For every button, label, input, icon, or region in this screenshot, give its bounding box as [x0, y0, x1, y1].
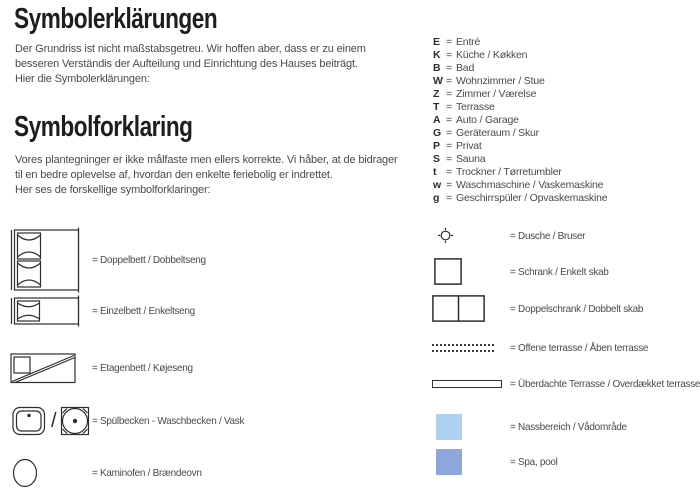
open-terrace-icon: [432, 344, 494, 352]
legend-label: = Einzelbett / Enkeltseng: [92, 305, 195, 317]
intro-paragraph-german: [15, 42, 366, 87]
legend-row-double-bed: [10, 226, 212, 294]
legend-row-covered-terrace: [432, 379, 700, 389]
legend-row-single-bed: [10, 293, 200, 329]
code-letter: A: [433, 114, 441, 126]
code-label: Zimmer / Værelse: [456, 88, 537, 100]
code-label: Entré: [456, 36, 481, 48]
legend-row-bunk-bed: [10, 351, 198, 385]
intro-danish-line: til en bedre oplevelse af, hvordan den enkelte feriebolig er indrettet.: [15, 169, 333, 181]
equals-sign: =: [446, 127, 452, 139]
icon-cell: [10, 352, 92, 384]
equals-sign: =: [446, 75, 452, 87]
code-row: [433, 140, 607, 153]
code-row: [433, 75, 607, 88]
letter-code-list: [433, 36, 607, 205]
equals-sign: =: [446, 114, 452, 126]
intro-german-line: besseren Verständis der Aufteilung und Einrichtung des Hauses beiträgt.: [15, 58, 358, 70]
legend-label: = Überdachte Terrasse / Overdækket terrasse: [510, 378, 700, 390]
icon-cell: [432, 295, 510, 322]
code-letter: E: [433, 36, 440, 48]
single-cabinet-icon: [434, 258, 462, 285]
covered-terrace-icon: [432, 380, 502, 388]
wet-area-swatch: [436, 414, 462, 440]
single-bed-icon: [10, 295, 82, 327]
code-letter: w: [433, 179, 441, 191]
equals-sign: =: [446, 192, 452, 204]
code-row: [433, 153, 607, 166]
icon-cell: [432, 449, 510, 475]
equals-sign: =: [446, 88, 452, 100]
code-letter: P: [433, 140, 440, 152]
legend-row-single-cabinet: [432, 258, 614, 285]
bunk-bed-icon: [10, 352, 78, 384]
code-letter: G: [433, 127, 441, 139]
legend-row-open-terrace: [432, 342, 655, 354]
wood-stove-icon: [12, 458, 38, 488]
code-label: Geschirrspüler / Opvaskemaskine: [456, 192, 608, 204]
code-row: [433, 179, 607, 192]
legend-label: = Doppelbett / Dobbeltseng: [92, 254, 206, 266]
legend-row-wet-area: [432, 414, 633, 440]
legend-row-sinks: [10, 405, 252, 437]
code-row: [433, 62, 607, 75]
legend-row-double-cabinet: [432, 295, 650, 322]
code-label: Sauna: [456, 153, 486, 165]
equals-sign: =: [446, 140, 452, 152]
intro-danish-line: Her ses de forskellige symbolforklaringer:: [15, 184, 211, 196]
slash-separator: /: [51, 410, 57, 432]
code-label: Küche / Køkken: [456, 49, 528, 61]
icon-cell: [10, 458, 92, 488]
code-letter: B: [433, 62, 441, 74]
code-letter: W: [433, 75, 443, 87]
code-label: Terrasse: [456, 101, 495, 113]
code-label: Waschmaschine / Vaskemaskine: [456, 179, 604, 191]
icon-cell: [432, 380, 510, 388]
legend-label: = Dusche / Bruser: [510, 229, 586, 242]
shower-icon: [437, 227, 454, 244]
legend-row-wood-stove: [10, 458, 207, 488]
icon-cell: [432, 258, 510, 285]
code-letter: g: [433, 192, 440, 204]
equals-sign: =: [446, 62, 452, 74]
code-letter: t: [433, 166, 437, 178]
code-label: Geräteraum / Skur: [456, 127, 539, 139]
legend-label: = Etagenbett / Køjeseng: [92, 362, 193, 374]
legend-label: = Spa, pool: [510, 456, 558, 468]
equals-sign: =: [446, 179, 452, 191]
legend-label: = Offene terrasse / Åben terrasse: [510, 342, 649, 354]
code-letter: Z: [433, 88, 440, 100]
code-letter: T: [433, 101, 440, 113]
code-row: [433, 36, 607, 49]
code-row: [433, 88, 607, 101]
equals-sign: =: [446, 49, 452, 61]
code-letter: K: [433, 49, 441, 61]
page-title-danish: Symbolforklaring: [14, 111, 193, 143]
equals-sign: =: [446, 166, 452, 178]
icon-cell: [10, 406, 92, 436]
page-title-german: Symbolerklärungen: [14, 3, 218, 35]
code-row: [433, 127, 607, 140]
code-row: [433, 166, 607, 179]
code-letter: S: [433, 153, 440, 165]
icon-cell: [432, 414, 510, 440]
washbasin-icon: [60, 406, 90, 436]
intro-danish-line: Vores plantegninger er ikke målfaste men ellers korrekte. Vi håber, at de bidrager: [15, 154, 398, 166]
legend-label: = Doppelschrank / Dobbelt skab: [510, 302, 644, 315]
code-label: Bad: [456, 62, 475, 74]
code-label: Trockner / Tørretumbler: [456, 166, 562, 178]
kitchen-sink-icon: [12, 406, 46, 436]
legend-row-shower: [432, 227, 589, 244]
equals-sign: =: [446, 153, 452, 165]
legend-label: = Nassbereich / Vådområde: [510, 421, 627, 433]
legend-label: = Kaminofen / Brændeovn: [92, 467, 202, 479]
equals-sign: =: [446, 36, 452, 48]
intro-german-line: Hier die Symbolerklärungen:: [15, 73, 150, 85]
legend-label: = Spülbecken - Waschbecken / Vask: [92, 415, 245, 427]
code-row: [433, 192, 607, 205]
double-bed-icon: [10, 227, 82, 293]
code-row: [433, 49, 607, 62]
icon-cell: [10, 295, 92, 327]
spa-pool-swatch: [436, 449, 462, 475]
icon-cell: [432, 227, 510, 244]
intro-german-line: Der Grundriss ist nicht maßstabsgetreu. Wir hoffen aber, dass er zu einem: [15, 43, 366, 55]
double-cabinet-icon: [432, 295, 485, 322]
code-label: Auto / Garage: [456, 114, 519, 126]
intro-paragraph-danish: [15, 153, 398, 198]
code-row: [433, 101, 607, 114]
legend-label: = Schrank / Enkelt skab: [510, 265, 609, 278]
icon-cell: [432, 344, 510, 352]
code-row: [433, 114, 607, 127]
equals-sign: =: [446, 101, 452, 113]
icon-cell: [10, 227, 92, 293]
legend-row-spa-pool: [432, 449, 560, 475]
code-label: Privat: [456, 140, 482, 152]
code-label: Wohnzimmer / Stue: [456, 75, 545, 87]
